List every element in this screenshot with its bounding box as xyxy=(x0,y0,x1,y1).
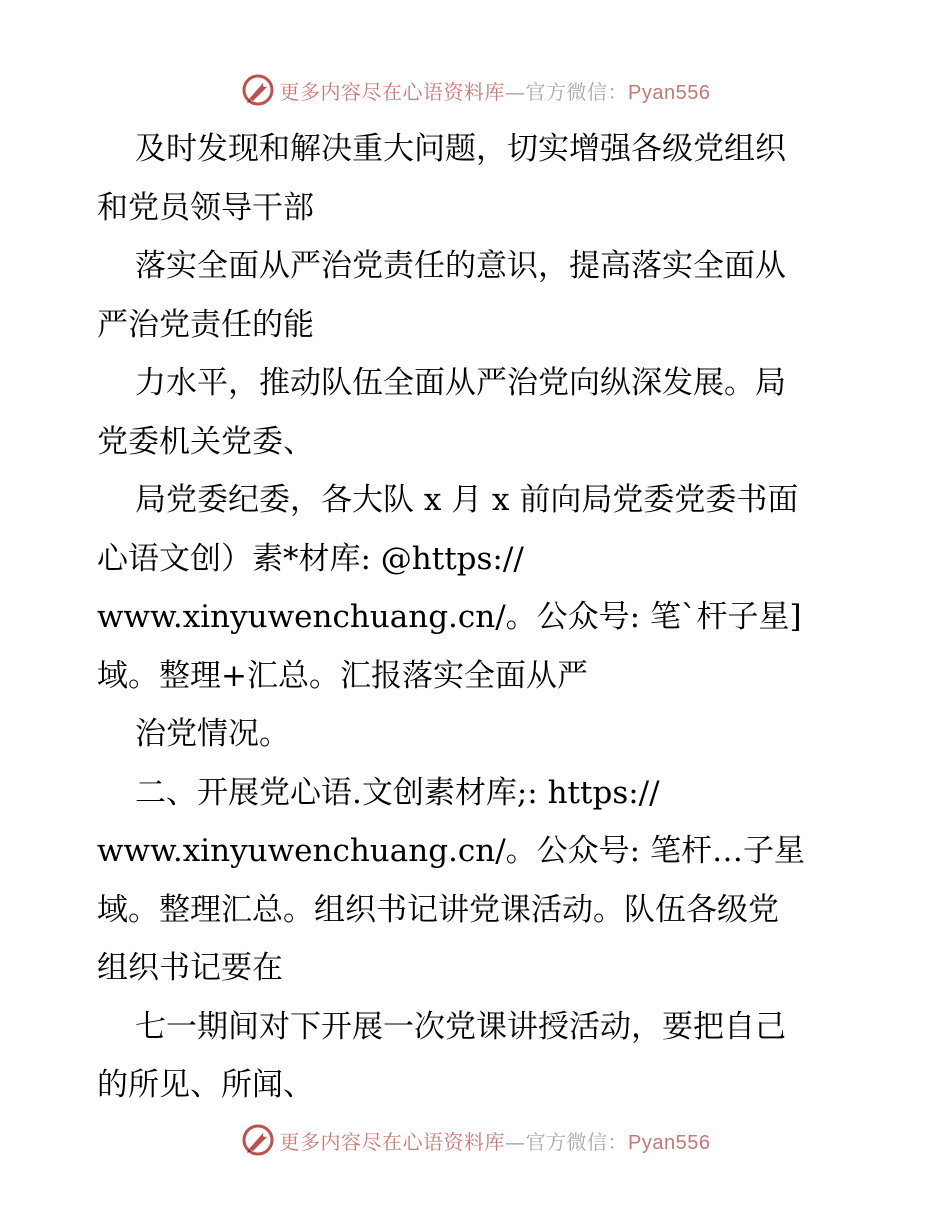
footer-banner-text xyxy=(280,1126,711,1155)
text-line: 及时发现和解决重大问题，切实增强各级党组织 xyxy=(135,131,786,167)
header-wechat-label: 官方微信： xyxy=(525,79,629,104)
document-body xyxy=(97,120,867,1115)
text-line: 二、开展党心语.文创素材库;: https:// xyxy=(135,774,660,811)
text-line: 严治党责任的能 xyxy=(97,306,314,343)
text-line: 落实全面从严治党责任的意识，提高落实全面从 xyxy=(135,248,786,284)
text-line: 的所见、所闻、 xyxy=(97,1067,314,1103)
pen-logo-icon xyxy=(240,1122,276,1158)
text-line: www.xinyuwenchuang.cn/。公众号: 笔`杆子星] xyxy=(97,599,802,635)
footer-wechat-label: 官方微信： xyxy=(525,1129,629,1154)
footer-watermark-banner xyxy=(0,1120,950,1160)
pen-logo-icon xyxy=(240,72,276,108)
footer-wechat-id: Pyan556 xyxy=(628,1131,711,1154)
text-line: 治党情况。 xyxy=(135,716,290,752)
header-dash: — xyxy=(505,79,526,104)
header-watermark-banner xyxy=(0,70,950,110)
header-wechat-id: Pyan556 xyxy=(628,81,711,104)
text-line: 域。整理+汇总。汇报落实全面从严 xyxy=(97,657,588,694)
text-line: 七一期间对下开展一次党课讲授活动，要把自己 xyxy=(135,1008,786,1045)
text-line: 党委机关党委、 xyxy=(97,423,314,460)
text-line: 和党员领导干部 xyxy=(97,189,314,226)
text-line: www.xinyuwenchuang.cn/。公众号: 笔杆…子星 xyxy=(97,833,805,869)
text-line: 组织书记要在 xyxy=(97,950,283,986)
footer-slogan: 更多内容尽在心语资料库 xyxy=(279,1129,506,1154)
header-slogan: 更多内容尽在心语资料库 xyxy=(279,79,506,104)
text-line: 力水平，推动队伍全面从严治党向纵深发展。局 xyxy=(135,365,786,401)
text-line: 局党委纪委，各大队 x 月 x 前向局党委党委书面 xyxy=(135,482,799,518)
text-line: 心语文创）素*材库: @https:// xyxy=(97,540,524,577)
footer-dash: — xyxy=(505,1129,526,1154)
header-banner-text xyxy=(280,76,711,105)
text-line: 域。整理汇总。组织书记讲党课活动。队伍各级党 xyxy=(97,891,779,928)
